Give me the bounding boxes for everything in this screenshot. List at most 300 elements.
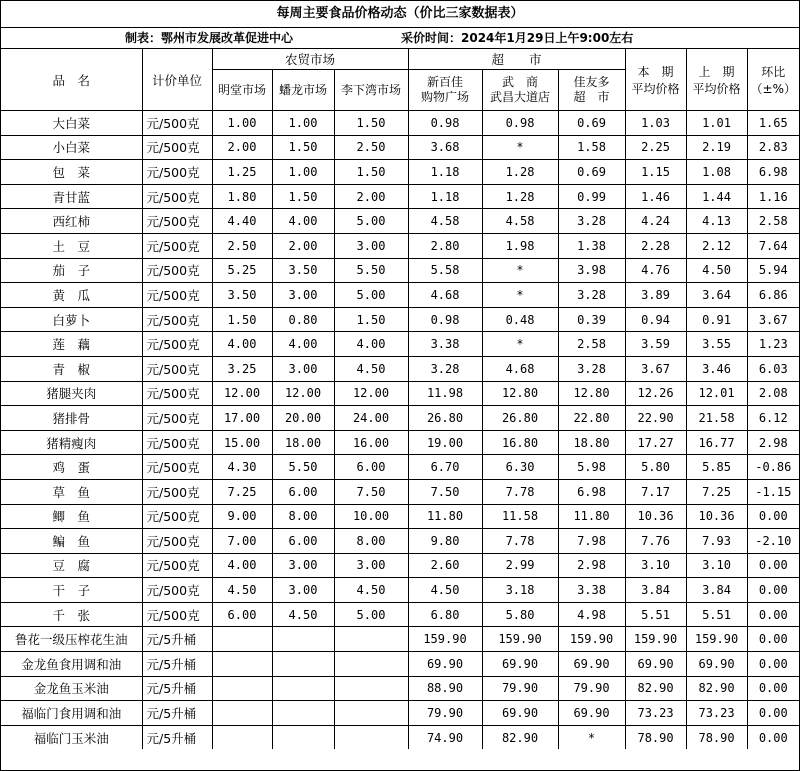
cell-lixiawan: 7.50: [334, 479, 408, 504]
current-avg-line2: 平均价格: [631, 81, 680, 96]
cell-product-name: 福临门玉米油: [1, 725, 142, 749]
cell-prev-avg: 10.36: [686, 504, 747, 529]
change-line1: 环比: [761, 64, 786, 79]
cell-jiayouduo: 2.98: [558, 553, 625, 578]
table-row: [1, 627, 799, 652]
cell-lixiawan: 2.00: [334, 184, 408, 209]
cell-change: 2.83: [747, 135, 799, 160]
table-row: [1, 160, 799, 185]
cell-product-name: 草 鱼: [1, 479, 142, 504]
cell-current-avg: 1.46: [625, 184, 686, 209]
cell-panlong: 2.00: [272, 233, 334, 258]
cell-unit: 元/500克: [142, 381, 212, 406]
cell-panlong: 6.00: [272, 479, 334, 504]
cell-xinbaijia: 3.38: [408, 332, 482, 357]
cell-jiayouduo: 3.98: [558, 258, 625, 283]
col-prev-avg-header: [686, 49, 747, 111]
cell-lixiawan: 12.00: [334, 381, 408, 406]
cell-product-name: 青甘蓝: [1, 184, 142, 209]
table-row: [1, 332, 799, 357]
cell-wushang: 12.80: [482, 381, 558, 406]
cell-prev-avg: 159.90: [686, 627, 747, 652]
cell-prev-avg: 5.51: [686, 602, 747, 627]
cell-jiayouduo: 11.80: [558, 504, 625, 529]
cell-lixiawan: 3.00: [334, 553, 408, 578]
cell-prev-avg: 12.01: [686, 381, 747, 406]
col-panlong-header: 蟠龙市场: [272, 70, 334, 111]
cell-xinbaijia: 9.80: [408, 529, 482, 554]
cell-wushang: 69.90: [482, 701, 558, 726]
cell-xinbaijia: 3.68: [408, 135, 482, 160]
table-row: [1, 307, 799, 332]
cell-panlong: 18.00: [272, 430, 334, 455]
change-line2: （±%）: [750, 81, 797, 96]
cell-mingtang: 1.25: [212, 160, 272, 185]
cell-panlong: 3.00: [272, 553, 334, 578]
cell-wushang: 0.98: [482, 111, 558, 136]
cell-xinbaijia: 4.68: [408, 283, 482, 308]
cell-xinbaijia: 7.50: [408, 479, 482, 504]
cell-current-avg: 7.17: [625, 479, 686, 504]
cell-xinbaijia: 0.98: [408, 111, 482, 136]
header-row-1: [1, 49, 799, 70]
cell-mingtang: 4.00: [212, 553, 272, 578]
cell-xinbaijia: 19.00: [408, 430, 482, 455]
cell-wushang: 6.30: [482, 455, 558, 480]
cell-mingtang: 4.30: [212, 455, 272, 480]
cell-change: 0.00: [747, 504, 799, 529]
cell-lixiawan: 4.00: [334, 332, 408, 357]
cell-lixiawan: [334, 652, 408, 677]
cell-current-avg: 7.76: [625, 529, 686, 554]
info-row: [1, 28, 799, 49]
cell-wushang: 2.99: [482, 553, 558, 578]
table-row: [1, 602, 799, 627]
cell-jiayouduo: 0.69: [558, 111, 625, 136]
cell-mingtang: 17.00: [212, 406, 272, 431]
cell-panlong: [272, 725, 334, 749]
cell-jiayouduo: 6.98: [558, 479, 625, 504]
cell-change: 6.12: [747, 406, 799, 431]
sheet-title: 每周主要食品价格动态（价比三家数据表）: [1, 1, 799, 28]
group-farmers-market: 农贸市场: [212, 49, 408, 70]
table-row: [1, 111, 799, 136]
current-avg-line1: 本 期: [637, 64, 674, 79]
cell-prev-avg: 5.85: [686, 455, 747, 480]
cell-lixiawan: [334, 627, 408, 652]
cell-prev-avg: 3.55: [686, 332, 747, 357]
cell-panlong: 4.00: [272, 332, 334, 357]
table-row: [1, 529, 799, 554]
cell-lixiawan: [334, 676, 408, 701]
cell-xinbaijia: 11.98: [408, 381, 482, 406]
cell-jiayouduo: 22.80: [558, 406, 625, 431]
cell-unit: 元/500克: [142, 160, 212, 185]
cell-wushang: 0.48: [482, 307, 558, 332]
cell-unit: 元/500克: [142, 111, 212, 136]
cell-product-name: 大白菜: [1, 111, 142, 136]
cell-wushang: 1.28: [482, 184, 558, 209]
cell-wushang: 4.68: [482, 356, 558, 381]
cell-current-avg: 2.28: [625, 233, 686, 258]
cell-current-avg: 3.59: [625, 332, 686, 357]
cell-mingtang: 1.80: [212, 184, 272, 209]
cell-jiayouduo: 3.28: [558, 283, 625, 308]
cell-jiayouduo: 3.38: [558, 578, 625, 603]
cell-current-avg: 0.94: [625, 307, 686, 332]
cell-panlong: 8.00: [272, 504, 334, 529]
cell-panlong: 3.00: [272, 578, 334, 603]
cell-current-avg: 82.90: [625, 676, 686, 701]
cell-jiayouduo: 3.28: [558, 209, 625, 234]
cell-product-name: 包 菜: [1, 160, 142, 185]
cell-unit: 元/5升桶: [142, 701, 212, 726]
cell-panlong: 4.50: [272, 602, 334, 627]
cell-jiayouduo: 159.90: [558, 627, 625, 652]
cell-jiayouduo: *: [558, 725, 625, 749]
cell-change: 0.00: [747, 553, 799, 578]
cell-prev-avg: 3.10: [686, 553, 747, 578]
cell-wushang: 1.28: [482, 160, 558, 185]
cell-wushang: *: [482, 258, 558, 283]
cell-prev-avg: 16.77: [686, 430, 747, 455]
cell-mingtang: [212, 627, 272, 652]
cell-jiayouduo: 4.98: [558, 602, 625, 627]
cell-mingtang: 6.00: [212, 602, 272, 627]
cell-product-name: 西红柿: [1, 209, 142, 234]
cell-unit: 元/500克: [142, 307, 212, 332]
cell-change: 2.08: [747, 381, 799, 406]
cell-wushang: 7.78: [482, 479, 558, 504]
cell-change: 2.98: [747, 430, 799, 455]
cell-lixiawan: 5.00: [334, 602, 408, 627]
cell-current-avg: 4.24: [625, 209, 686, 234]
cell-change: 0.00: [747, 627, 799, 652]
cell-lixiawan: 3.00: [334, 233, 408, 258]
table-row: [1, 676, 799, 701]
cell-mingtang: 3.25: [212, 356, 272, 381]
cell-lixiawan: 1.50: [334, 111, 408, 136]
cell-unit: 元/500克: [142, 553, 212, 578]
table-row: [1, 209, 799, 234]
cell-mingtang: 4.00: [212, 332, 272, 357]
cell-change: 6.98: [747, 160, 799, 185]
cell-prev-avg: 82.90: [686, 676, 747, 701]
cell-unit: 元/500克: [142, 430, 212, 455]
cell-current-avg: 22.90: [625, 406, 686, 431]
cell-prev-avg: 1.08: [686, 160, 747, 185]
cell-change: 0.00: [747, 578, 799, 603]
table-row: [1, 258, 799, 283]
cell-current-avg: 159.90: [625, 627, 686, 652]
cell-unit: 元/500克: [142, 209, 212, 234]
table-row: [1, 504, 799, 529]
cell-lixiawan: 24.00: [334, 406, 408, 431]
cell-product-name: 猪精瘦肉: [1, 430, 142, 455]
cell-prev-avg: 78.90: [686, 725, 747, 749]
cell-current-avg: 69.90: [625, 652, 686, 677]
cell-current-avg: 12.26: [625, 381, 686, 406]
cell-change: 1.23: [747, 332, 799, 357]
table-row: [1, 430, 799, 455]
cell-lixiawan: 5.00: [334, 209, 408, 234]
cell-current-avg: 78.90: [625, 725, 686, 749]
xinbaijia-line1: 新百佳: [427, 75, 464, 89]
cell-jiayouduo: 79.90: [558, 676, 625, 701]
cell-lixiawan: 6.00: [334, 455, 408, 480]
cell-xinbaijia: 0.98: [408, 307, 482, 332]
cell-product-name: 黄 瓜: [1, 283, 142, 308]
cell-prev-avg: 69.90: [686, 652, 747, 677]
cell-panlong: 3.00: [272, 283, 334, 308]
cell-change: 1.65: [747, 111, 799, 136]
cell-prev-avg: 7.93: [686, 529, 747, 554]
cell-mingtang: 5.25: [212, 258, 272, 283]
cell-mingtang: 15.00: [212, 430, 272, 455]
cell-xinbaijia: 159.90: [408, 627, 482, 652]
cell-jiayouduo: 5.98: [558, 455, 625, 480]
cell-xinbaijia: 2.60: [408, 553, 482, 578]
cell-panlong: 1.00: [272, 160, 334, 185]
cell-change: 3.67: [747, 307, 799, 332]
cell-product-name: 豆 腐: [1, 553, 142, 578]
collection-time: 采价时间：2024年1月29日上午9:00左右: [401, 31, 634, 45]
cell-change: 6.86: [747, 283, 799, 308]
cell-product-name: 青 椒: [1, 356, 142, 381]
cell-product-name: 小白菜: [1, 135, 142, 160]
cell-mingtang: 12.00: [212, 381, 272, 406]
table-body: [1, 111, 799, 750]
cell-prev-avg: 21.58: [686, 406, 747, 431]
cell-prev-avg: 3.64: [686, 283, 747, 308]
cell-mingtang: 2.00: [212, 135, 272, 160]
cell-unit: 元/500克: [142, 135, 212, 160]
cell-product-name: 千 张: [1, 602, 142, 627]
cell-mingtang: [212, 652, 272, 677]
cell-xinbaijia: 69.90: [408, 652, 482, 677]
cell-unit: 元/500克: [142, 356, 212, 381]
cell-lixiawan: [334, 725, 408, 749]
cell-unit: 元/500克: [142, 529, 212, 554]
cell-xinbaijia: 6.70: [408, 455, 482, 480]
cell-panlong: [272, 701, 334, 726]
cell-change: 5.94: [747, 258, 799, 283]
cell-wushang: 82.90: [482, 725, 558, 749]
cell-panlong: 6.00: [272, 529, 334, 554]
cell-panlong: 20.00: [272, 406, 334, 431]
maker-label: 制表：鄂州市发展改革促进中心: [125, 31, 294, 45]
cell-wushang: 159.90: [482, 627, 558, 652]
cell-change: 1.16: [747, 184, 799, 209]
cell-change: 0.00: [747, 701, 799, 726]
table-row: [1, 553, 799, 578]
wushang-line2: 武昌大道店: [490, 90, 551, 104]
col-lixiawan-header: 李下湾市场: [334, 70, 408, 111]
cell-wushang: 79.90: [482, 676, 558, 701]
cell-jiayouduo: 12.80: [558, 381, 625, 406]
cell-product-name: 猪腿夹肉: [1, 381, 142, 406]
cell-xinbaijia: 74.90: [408, 725, 482, 749]
cell-mingtang: 4.40: [212, 209, 272, 234]
cell-panlong: [272, 652, 334, 677]
cell-change: -0.86: [747, 455, 799, 480]
cell-mingtang: 9.00: [212, 504, 272, 529]
cell-xinbaijia: 6.80: [408, 602, 482, 627]
table-row: [1, 652, 799, 677]
cell-unit: 元/500克: [142, 578, 212, 603]
col-current-avg-header: [625, 49, 686, 111]
table-row: [1, 233, 799, 258]
cell-current-avg: 3.89: [625, 283, 686, 308]
cell-panlong: 1.50: [272, 135, 334, 160]
wushang-line1: 武 商: [502, 75, 539, 89]
cell-prev-avg: 7.25: [686, 479, 747, 504]
cell-unit: 元/500克: [142, 184, 212, 209]
cell-current-avg: 3.84: [625, 578, 686, 603]
cell-jiayouduo: 7.98: [558, 529, 625, 554]
cell-prev-avg: 1.44: [686, 184, 747, 209]
price-table: [1, 49, 799, 749]
cell-lixiawan: 10.00: [334, 504, 408, 529]
cell-xinbaijia: 79.90: [408, 701, 482, 726]
cell-unit: 元/500克: [142, 602, 212, 627]
col-unit-header: 计价单位: [142, 49, 212, 111]
cell-jiayouduo: 69.90: [558, 652, 625, 677]
cell-xinbaijia: 1.18: [408, 184, 482, 209]
cell-unit: 元/500克: [142, 406, 212, 431]
cell-jiayouduo: 69.90: [558, 701, 625, 726]
cell-prev-avg: 73.23: [686, 701, 747, 726]
cell-current-avg: 5.80: [625, 455, 686, 480]
cell-mingtang: 2.50: [212, 233, 272, 258]
cell-unit: 元/500克: [142, 479, 212, 504]
cell-xinbaijia: 88.90: [408, 676, 482, 701]
cell-change: -1.15: [747, 479, 799, 504]
cell-current-avg: 3.67: [625, 356, 686, 381]
cell-wushang: 5.80: [482, 602, 558, 627]
cell-change: 7.64: [747, 233, 799, 258]
cell-lixiawan: 5.50: [334, 258, 408, 283]
cell-prev-avg: 3.46: [686, 356, 747, 381]
cell-change: -2.10: [747, 529, 799, 554]
cell-wushang: 11.58: [482, 504, 558, 529]
cell-panlong: [272, 676, 334, 701]
table-row: [1, 701, 799, 726]
cell-wushang: 7.78: [482, 529, 558, 554]
table-row: [1, 283, 799, 308]
cell-wushang: *: [482, 332, 558, 357]
cell-product-name: 鸡 蛋: [1, 455, 142, 480]
cell-mingtang: [212, 676, 272, 701]
cell-wushang: 26.80: [482, 406, 558, 431]
cell-product-name: 白萝卜: [1, 307, 142, 332]
cell-change: 6.03: [747, 356, 799, 381]
cell-prev-avg: 4.50: [686, 258, 747, 283]
cell-wushang: 3.18: [482, 578, 558, 603]
cell-lixiawan: [334, 701, 408, 726]
cell-product-name: 金龙鱼食用调和油: [1, 652, 142, 677]
cell-lixiawan: 1.50: [334, 307, 408, 332]
cell-change: 0.00: [747, 676, 799, 701]
cell-mingtang: 1.00: [212, 111, 272, 136]
cell-product-name: 鳊 鱼: [1, 529, 142, 554]
cell-unit: 元/5升桶: [142, 676, 212, 701]
cell-jiayouduo: 2.58: [558, 332, 625, 357]
col-wushang-header: [482, 70, 558, 111]
cell-current-avg: 1.03: [625, 111, 686, 136]
table-row: [1, 184, 799, 209]
cell-product-name: 鲫 鱼: [1, 504, 142, 529]
prev-avg-line1: 上 期: [698, 64, 735, 79]
col-xinbaijia-header: [408, 70, 482, 111]
cell-panlong: 1.50: [272, 184, 334, 209]
cell-lixiawan: 4.50: [334, 356, 408, 381]
cell-lixiawan: 5.00: [334, 283, 408, 308]
cell-prev-avg: 2.19: [686, 135, 747, 160]
cell-panlong: 0.80: [272, 307, 334, 332]
cell-prev-avg: 1.01: [686, 111, 747, 136]
cell-jiayouduo: 1.58: [558, 135, 625, 160]
cell-lixiawan: 4.50: [334, 578, 408, 603]
xinbaijia-line2: 购物广场: [421, 90, 470, 104]
cell-mingtang: 7.25: [212, 479, 272, 504]
cell-jiayouduo: 0.39: [558, 307, 625, 332]
cell-lixiawan: 8.00: [334, 529, 408, 554]
cell-unit: 元/500克: [142, 332, 212, 357]
table-row: [1, 406, 799, 431]
cell-change: 0.00: [747, 602, 799, 627]
table-row: [1, 479, 799, 504]
cell-current-avg: 2.25: [625, 135, 686, 160]
cell-xinbaijia: 26.80: [408, 406, 482, 431]
cell-product-name: 茄 子: [1, 258, 142, 283]
jiayouduo-line2: 超 市: [573, 90, 610, 104]
cell-current-avg: 73.23: [625, 701, 686, 726]
cell-panlong: 12.00: [272, 381, 334, 406]
cell-panlong: 1.00: [272, 111, 334, 136]
cell-wushang: 1.98: [482, 233, 558, 258]
cell-current-avg: 10.36: [625, 504, 686, 529]
cell-jiayouduo: 0.99: [558, 184, 625, 209]
cell-change: 0.00: [747, 725, 799, 749]
cell-unit: 元/500克: [142, 233, 212, 258]
cell-product-name: 土 豆: [1, 233, 142, 258]
cell-mingtang: 1.50: [212, 307, 272, 332]
table-row: [1, 381, 799, 406]
table-row: [1, 578, 799, 603]
cell-wushang: *: [482, 283, 558, 308]
cell-xinbaijia: 5.58: [408, 258, 482, 283]
cell-prev-avg: 0.91: [686, 307, 747, 332]
cell-prev-avg: 4.13: [686, 209, 747, 234]
cell-wushang: 16.80: [482, 430, 558, 455]
prev-avg-line2: 平均价格: [692, 81, 741, 96]
cell-jiayouduo: 0.69: [558, 160, 625, 185]
table-row: [1, 455, 799, 480]
group-supermarket: 超 市: [408, 49, 625, 70]
cell-current-avg: 3.10: [625, 553, 686, 578]
cell-jiayouduo: 3.28: [558, 356, 625, 381]
cell-panlong: 3.00: [272, 356, 334, 381]
cell-mingtang: 7.00: [212, 529, 272, 554]
cell-mingtang: [212, 725, 272, 749]
cell-unit: 元/500克: [142, 258, 212, 283]
cell-unit: 元/5升桶: [142, 725, 212, 749]
cell-xinbaijia: 1.18: [408, 160, 482, 185]
cell-product-name: 猪排骨: [1, 406, 142, 431]
cell-product-name: 莲 藕: [1, 332, 142, 357]
cell-unit: 元/500克: [142, 455, 212, 480]
